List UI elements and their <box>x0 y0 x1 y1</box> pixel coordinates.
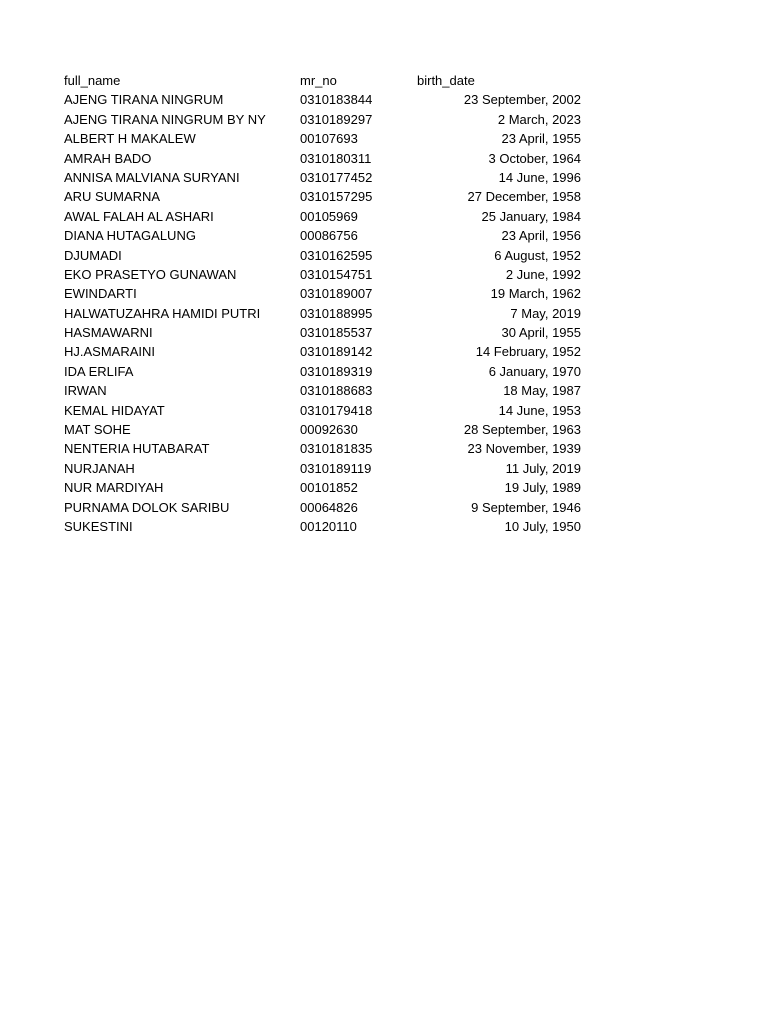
birth-date-cell: 28 September, 1963 <box>463 422 581 438</box>
full-name-cell: AJENG TIRANA NINGRUM BY NY <box>64 111 266 127</box>
table-row <box>64 478 584 497</box>
mr-no-cell: 0310157295 <box>300 189 373 205</box>
mr-no-cell: 0310183844 <box>300 92 373 108</box>
mr-no-cell: 0310162595 <box>300 247 373 263</box>
full-name-cell: IRWAN <box>64 383 107 399</box>
birth-date-cell: 7 May, 2019 <box>510 305 581 321</box>
table-row <box>64 149 584 168</box>
birth-date-cell: 25 January, 1984 <box>481 208 581 224</box>
birth-date-cell: 30 April, 1955 <box>501 325 581 341</box>
mr-no-cell: 0310181835 <box>300 441 373 457</box>
table-row <box>64 246 584 265</box>
table-row <box>64 342 584 361</box>
table-row <box>64 226 584 245</box>
full-name-cell: DJUMADI <box>64 247 122 263</box>
full-name-cell: PURNAMA DOLOK SARIBU <box>64 499 230 515</box>
mr-no-cell: 0310189319 <box>300 363 373 379</box>
mr-no-cell: 00101852 <box>300 480 358 496</box>
birth-date-cell: 6 January, 1970 <box>488 363 581 379</box>
table-row <box>64 90 584 109</box>
birth-date-cell: 2 March, 2023 <box>497 111 581 127</box>
birth-date-cell: 3 October, 1964 <box>488 150 581 166</box>
full-name-cell: EKO PRASETYO GUNAWAN <box>64 266 237 282</box>
table-row <box>64 187 584 206</box>
table-row <box>64 265 584 284</box>
birth-date-cell: 14 June, 1953 <box>498 402 581 418</box>
full-name-cell: AJENG TIRANA NINGRUM <box>64 92 224 108</box>
table-header-row <box>64 71 584 90</box>
table-row <box>64 284 584 303</box>
full-name-cell: DIANA HUTAGALUNG <box>64 228 196 244</box>
birth-date-cell: 19 March, 1962 <box>490 286 581 302</box>
table-row <box>64 517 584 536</box>
column-header-full-name: full_name <box>64 73 121 88</box>
birth-date-cell: 23 April, 1956 <box>501 228 581 244</box>
full-name-cell: ANNISA MALVIANA SURYANI <box>64 169 240 185</box>
table-row <box>64 498 584 517</box>
table-row <box>64 304 584 323</box>
full-name-cell: NUR MARDIYAH <box>64 480 164 496</box>
full-name-cell: AMRAH BADO <box>64 150 152 166</box>
column-header-birth-date: birth_date <box>417 73 475 88</box>
mr-no-cell: 00092630 <box>300 422 358 438</box>
column-header-mr-no: mr_no <box>300 73 337 88</box>
mr-no-cell: 0310180311 <box>300 150 372 166</box>
birth-date-cell: 2 June, 1992 <box>505 266 581 282</box>
birth-date-cell: 23 April, 1955 <box>501 131 581 147</box>
mr-no-cell: 0310154751 <box>300 266 373 282</box>
birth-date-cell: 10 July, 1950 <box>504 518 581 534</box>
birth-date-cell: 23 November, 1939 <box>467 441 581 457</box>
mr-no-cell: 0310179418 <box>300 402 373 418</box>
mr-no-cell: 00086756 <box>300 228 358 244</box>
patient-table <box>64 71 584 536</box>
full-name-cell: EWINDARTI <box>64 286 137 302</box>
birth-date-cell: 19 July, 1989 <box>504 480 581 496</box>
birth-date-cell: 6 August, 1952 <box>494 247 581 263</box>
table-row <box>64 362 584 381</box>
birth-date-cell: 27 December, 1958 <box>467 189 581 205</box>
mr-no-cell: 0310189297 <box>300 111 373 127</box>
full-name-cell: AWAL FALAH AL ASHARI <box>64 208 214 224</box>
table-row <box>64 420 584 439</box>
mr-no-cell: 00107693 <box>300 131 358 147</box>
mr-no-cell: 0310189119 <box>300 460 372 476</box>
mr-no-cell: 0310188995 <box>300 305 373 321</box>
full-name-cell: MAT SOHE <box>64 422 131 438</box>
table-row <box>64 168 584 187</box>
mr-no-cell: 0310177452 <box>300 169 373 185</box>
table-row <box>64 381 584 400</box>
full-name-cell: ALBERT H MAKALEW <box>64 131 196 147</box>
birth-date-cell: 9 September, 1946 <box>471 499 581 515</box>
birth-date-cell: 11 July, 2019 <box>505 460 581 476</box>
table-row <box>64 401 584 420</box>
birth-date-cell: 18 May, 1987 <box>503 383 581 399</box>
table-row <box>64 459 584 478</box>
mr-no-cell: 00105969 <box>300 208 358 224</box>
mr-no-cell: 0310185537 <box>300 325 373 341</box>
mr-no-cell: 0310189007 <box>300 286 373 302</box>
birth-date-cell: 14 June, 1996 <box>498 169 581 185</box>
full-name-cell: SUKESTINI <box>64 518 133 534</box>
table-row <box>64 207 584 226</box>
table-row <box>64 439 584 458</box>
table-row <box>64 110 584 129</box>
full-name-cell: NURJANAH <box>64 460 135 476</box>
full-name-cell: HALWATUZAHRA HAMIDI PUTRI <box>64 305 261 321</box>
full-name-cell: IDA ERLIFA <box>64 363 134 379</box>
full-name-cell: HASMAWARNI <box>64 325 153 341</box>
full-name-cell: NENTERIA HUTABARAT <box>64 441 210 457</box>
birth-date-cell: 23 September, 2002 <box>463 92 581 108</box>
mr-no-cell: 0310188683 <box>300 383 373 399</box>
full-name-cell: ARU SUMARNA <box>64 189 161 205</box>
full-name-cell: HJ.ASMARAINI <box>64 344 156 360</box>
mr-no-cell: 0310189142 <box>300 344 373 360</box>
mr-no-cell: 00064826 <box>300 499 358 515</box>
mr-no-cell: 00120110 <box>300 518 357 534</box>
table-row <box>64 129 584 148</box>
table-row <box>64 323 584 342</box>
full-name-cell: KEMAL HIDAYAT <box>64 402 165 418</box>
birth-date-cell: 14 February, 1952 <box>475 344 581 360</box>
